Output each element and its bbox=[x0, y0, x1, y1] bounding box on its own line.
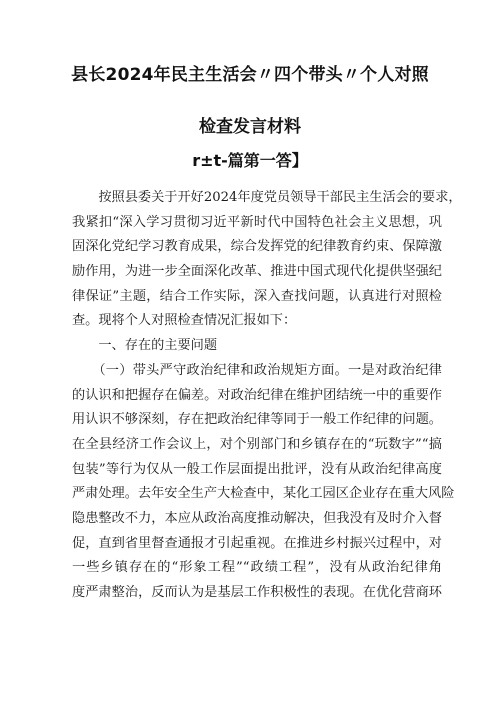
body-line: 的认识和把握存在偏差。对政治纪律在维护团结统一中的重要作 bbox=[72, 387, 442, 403]
body-line: 在全县经济工作会议上，对个别部门和乡镇存在的“玩数字”“搞 bbox=[72, 436, 442, 452]
body-line: 一些乡镇存在的“形象工程”“政绩工程”，没有从政治纪律角 bbox=[72, 560, 442, 576]
body-line: 固深化党纪学习教育成果，综合发挥党的纪律教育约束、保障激 bbox=[72, 239, 442, 255]
document-title-line-1: 县长2024年民主生活会〃四个带头〃个人对照 bbox=[71, 65, 429, 85]
document-title-line-2: 检查发言材料 bbox=[199, 117, 301, 137]
body-line: 度严肃整治，反而认为是基层工作积极性的表现。在优化营商环 bbox=[72, 585, 442, 600]
body-line: 隐患整改不力，本应从政治高度推动解决，但我没有及时介入督 bbox=[72, 510, 442, 526]
body-line: 励作用，为进一步全面深化改革、推进中国式现代化提供坚强纪 bbox=[72, 264, 442, 280]
body-line: 按照县委关于开好2024年度党员领导干部民主生活会的要求， bbox=[72, 190, 462, 205]
document-body bbox=[72, 186, 462, 606]
body-line: （一）带头严守政治纪律和政治规矩方面。一是对政治纪律 bbox=[72, 362, 442, 378]
body-line: 律保证”主题，结合工作实际，深入查找问题，认真进行对照检 bbox=[72, 288, 442, 304]
body-line: 我紧扣“深入学习贯彻习近平新时代中国特色社会主义思想，巩 bbox=[72, 214, 442, 230]
section-heading: 一、存在的主要问题 bbox=[72, 338, 218, 354]
body-line: 包装”等行为仅从一般工作层面提出批评，没有从政治纪律高度 bbox=[72, 461, 442, 477]
document-subtitle: r±t-篇第一答】 bbox=[192, 151, 308, 170]
body-line: 促，直到省里督查通报才引起重视。在推进乡村振兴过程中，对 bbox=[72, 535, 442, 551]
body-line: 严肃处理。去年安全生产大检查中，某化工园区企业存在重大风险 bbox=[72, 486, 455, 502]
body-line: 用认识不够深刻，存在把政治纪律等同于一般工作纪律的问题。 bbox=[72, 412, 442, 428]
body-line: 查。现将个人对照检查情况汇报如下： bbox=[72, 313, 297, 329]
